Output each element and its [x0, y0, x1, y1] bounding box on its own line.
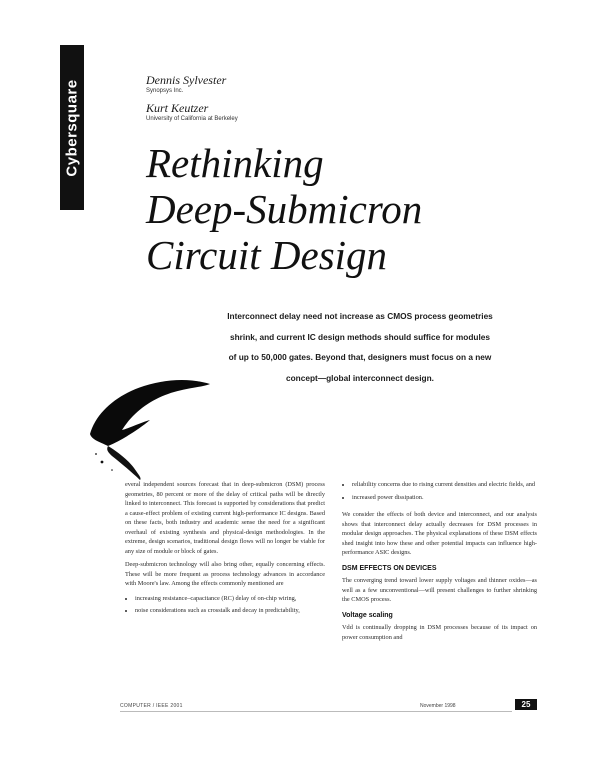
footer-rule [120, 711, 512, 712]
bullet-list [342, 480, 537, 502]
section-heading: DSM EFFECTS ON DEVICES [342, 564, 437, 572]
list-item: • increased power dissipation. [352, 493, 537, 503]
author-2-affiliation: University of California at Berkeley [146, 116, 238, 122]
paragraph: The converging trend toward lower supply voltages and thinner oxides—as well as a few unconventional—will present challenges to further shrinking the CMOS process. [342, 577, 537, 603]
footer-journal: COMPUTER / IEEE 2001 [120, 703, 183, 709]
title-line: Rethinking [146, 140, 324, 186]
section-tab [60, 45, 84, 210]
abstract: Interconnect delay need not increase as CMOS process geometries shrink, and current IC design methods should suffice for modules of up to 50,000 gates. Beyond that, designers must focus on a new concept—global interconnect design. [227, 311, 493, 384]
section-tab-label: Cybersquare [63, 78, 81, 177]
article-title [146, 140, 422, 278]
paragraph: Vdd is continually dropping in DSM processes because of its impact on power consumption and [342, 624, 537, 641]
body-column-right [342, 480, 537, 646]
paragraph: We consider the effects of both device and interconnect, and our analysis shows that interconnect delay actually decreases for DSM processes in modular design approaches. The physical explanations of these DSM effects shed insight into how these and other potential impacts can influence high-performance ASIC designs. [342, 511, 537, 556]
paragraph: Deep-submicron technology will also bring other, equally concerning effects. These will be more frequent as process technology advances in accordance with Moore's law. Among the effects commonly mentioned are [125, 561, 325, 587]
author-1 [146, 73, 226, 94]
brush-stroke-illustration [82, 370, 232, 480]
page-number: 25 [515, 699, 537, 710]
author-1-affiliation: Synopsys Inc. [146, 88, 184, 94]
list-item: • increasing resistance–capacitance (RC) delay of on-chip wiring, [135, 594, 325, 604]
author-1-name: Dennis Sylvester [146, 73, 227, 87]
title-line: Circuit Design [146, 232, 388, 278]
subsection-heading: Voltage scaling [342, 611, 393, 619]
footer-date: November 1998 [420, 703, 456, 709]
paragraph: everal independent sources forecast that in deep-submicron (DSM) process geometries, 80 percent or more of the delay of critical paths will be directly linked to interconnect. This forecast is supported by considerations that predict a cause-effect problem of existing current high-performance IC designs. Based on these facts, both industry and academic sense the need for a significant overhaul of existing synthesis and physical-design methodologies. In the extreme, design scenarios, traditional design flows will no longer be viable for any size of module or block of gates. [125, 481, 325, 555]
body-column-left [125, 480, 325, 619]
author-2 [146, 101, 238, 122]
title-line: Deep-Submicron [146, 186, 423, 232]
list-item: • noise considerations such as crosstalk and decay in predictability, [135, 606, 325, 616]
bullet-list [125, 594, 325, 616]
author-2-name: Kurt Keutzer [146, 101, 209, 115]
list-item: • reliability concerns due to rising current densities and electric fields, and [352, 480, 537, 490]
